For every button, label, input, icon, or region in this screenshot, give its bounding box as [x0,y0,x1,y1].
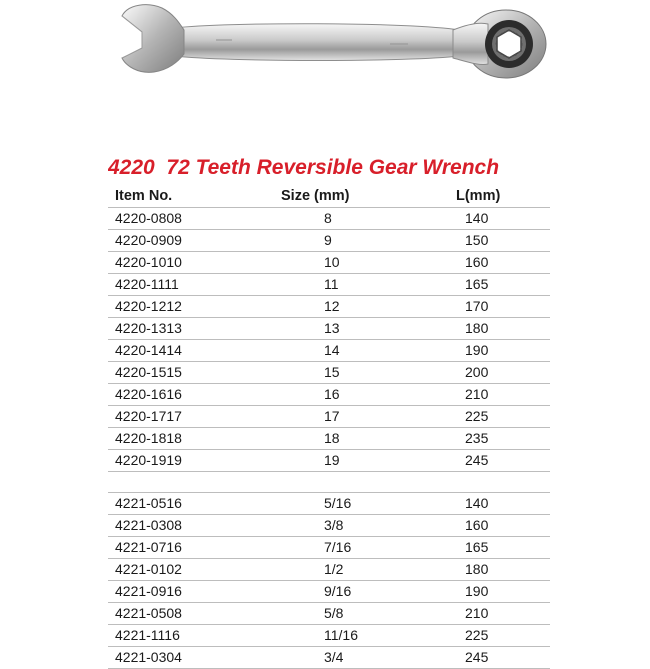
header-size: Size (mm) [281,188,350,204]
item-number: 4221-0304 [115,649,182,665]
table-row [108,252,550,274]
title-name: 72 Teeth Reversible Gear Wrench [166,156,500,179]
length-value: 200 [465,364,489,380]
length-value: 165 [465,539,489,555]
item-number: 4221-0102 [115,561,182,577]
length-value: 150 [465,232,489,248]
item-number: 4221-1116 [115,627,180,643]
length-value: 180 [465,320,489,336]
table-row [108,428,550,450]
product-title [108,152,550,184]
size-value: 5/8 [324,605,344,621]
table-row [108,537,550,559]
item-number: 4221-0308 [115,517,182,533]
table-spacer-row [108,472,550,493]
size-value: 9/16 [324,583,352,599]
item-number: 4221-0716 [115,539,182,555]
table-row [108,296,550,318]
length-value: 235 [465,430,489,446]
item-number: 4221-0516 [115,495,182,511]
table-row [108,515,550,537]
title-code: 4220 [108,156,155,179]
size-value: 3/8 [324,517,344,533]
table-row [108,603,550,625]
item-number: 4221-0916 [115,583,182,599]
table-row [108,625,550,647]
item-number: 4220-0909 [115,232,182,248]
length-value: 225 [465,627,489,643]
item-number: 4220-1414 [115,342,182,358]
length-value: 140 [465,210,489,226]
size-value: 19 [324,452,340,468]
table-row [108,559,550,581]
item-number: 4220-1212 [115,298,182,314]
table-row [108,274,550,296]
item-number: 4221-0508 [115,605,182,621]
length-value: 165 [465,276,489,292]
size-value: 12 [324,298,340,314]
table-row [108,384,550,406]
length-value: 140 [465,495,489,511]
wrench-product-image [108,0,550,92]
length-value: 225 [465,408,489,424]
size-value: 15 [324,364,340,380]
table-header-row [108,186,550,208]
length-value: 190 [465,583,489,599]
length-value: 210 [465,386,489,402]
length-value: 160 [465,254,489,270]
item-number: 4220-1111 [115,276,179,292]
length-value: 245 [465,649,489,665]
size-value: 17 [324,408,340,424]
table-row [108,450,550,472]
item-number: 4220-1515 [115,364,182,380]
item-number: 4220-0808 [115,210,182,226]
size-value: 11 [324,276,339,292]
size-value: 18 [324,430,340,446]
size-value: 1/2 [324,561,344,577]
size-value: 8 [324,210,332,226]
table-row [108,362,550,384]
size-value: 16 [324,386,340,402]
size-value: 7/16 [324,539,352,555]
size-value: 3/4 [324,649,344,665]
table-row [108,318,550,340]
size-value: 10 [324,254,340,270]
item-number: 4220-1010 [115,254,182,270]
item-number: 4220-1616 [115,386,182,402]
table-row [108,647,550,669]
length-value: 180 [465,561,489,577]
item-number: 4220-1818 [115,430,182,446]
length-value: 210 [465,605,489,621]
size-value: 11/16 [324,627,358,643]
table-row [108,406,550,428]
size-value: 9 [324,232,332,248]
table-row [108,340,550,362]
item-number: 4220-1313 [115,320,182,336]
table-row [108,581,550,603]
size-value: 14 [324,342,340,358]
size-value: 13 [324,320,340,336]
size-value: 5/16 [324,495,352,511]
table-row [108,208,550,230]
table-row [108,493,550,515]
spec-table [108,186,550,669]
header-length: L(mm) [456,188,501,204]
table-row [108,230,550,252]
length-value: 160 [465,517,489,533]
length-value: 245 [465,452,489,468]
item-number: 4220-1717 [115,408,182,424]
length-value: 190 [465,342,489,358]
header-item-no: Item No. [115,188,173,204]
length-value: 170 [465,298,489,314]
item-number: 4220-1919 [115,452,182,468]
